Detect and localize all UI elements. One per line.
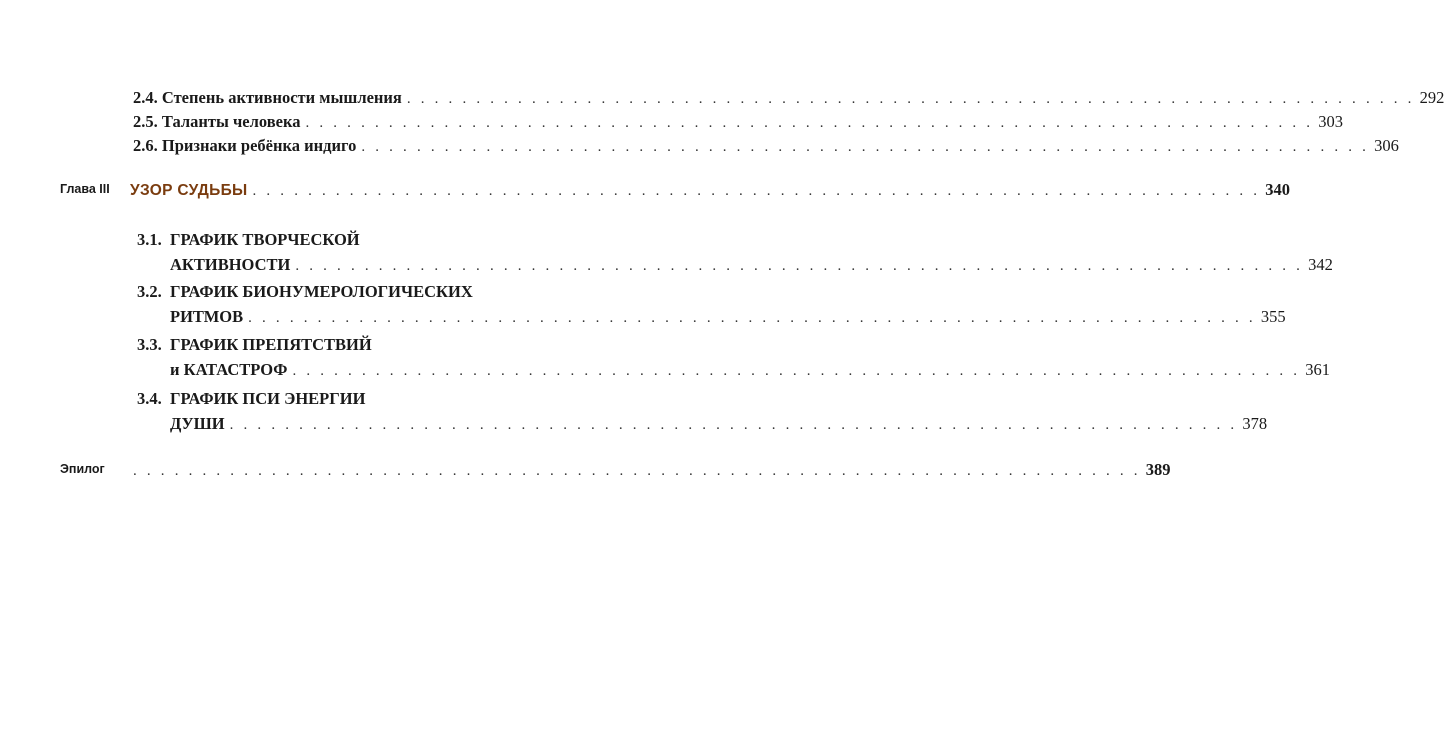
dot-leader: . . . . . . . . . . . . . . . . . . . . . . . . . . . . . . . . . . . . . . . . . . . . . . . . . . . . . . . . . . . . . . . . . . . . . . . . . [292,363,1301,379]
page-number: 340 [1265,180,1290,199]
toc-entry-3-2[interactable] [137,282,1286,328]
page-number: 355 [1260,307,1286,326]
dot-leader: . . . . . . . . . . . . . . . . . . . . . . . . . . . . . . . . . . . . . . . . . . . . . . . . . . . . . . . . . . . . . . . . . . . . . . . . . [361,139,1370,155]
entry-first-line [137,230,491,250]
dot-leader: . . . . . . . . . . . . . . . . . . . . . . . . . . . . . . . . . . . . . . . . . . . . . . . . . . . . . . . . . . . . . . . . . . . . . . . . . [133,463,1141,479]
page-number: 389 [1145,460,1171,479]
entry-second-line [137,414,1268,435]
entry-first-line [137,389,491,409]
page-number: 378 [1242,414,1268,433]
entry-number: 3.2. [137,282,162,301]
entry-second-line [137,255,1333,276]
entry-second-line [137,360,1330,381]
entry-first-line [137,335,491,355]
dot-leader: . . . . . . . . . . . . . . . . . . . . . . . . . . . . . . . . . . . . . . . . . . . . . . . . . . . . . . . . . . . . . . . . . . . . . . . . . [252,183,1261,199]
dot-leader: . . . . . . . . . . . . . . . . . . . . . . . . . . . . . . . . . . . . . . . . . . . . . . . . . . . . . . . . . . . . . . . . . . . . . . . . . [229,417,1238,433]
entry-first-line [137,282,491,302]
entry-title: ГРАФИК БИОНУМЕРОЛОГИЧЕСКИХ [170,282,473,301]
entry-title: ГРАФИК ПРЕПЯТСТВИЙ [170,335,372,354]
entry-title: ГРАФИК ПСИ ЭНЕРГИИ [170,389,366,408]
chapter-title: УЗОР СУДЬБЫ [130,182,248,199]
entry-number: 3.4. [137,389,162,408]
toc-entry-2-6[interactable] [133,136,1399,157]
dot-leader: . . . . . . . . . . . . . . . . . . . . . . . . . . . . . . . . . . . . . . . . . . . . . . . . . . . . . . . . . . . . . . . . . . . . . . . . . [406,91,1415,107]
epilog-label: Эпилог [60,462,105,476]
toc-epilog[interactable] [133,460,1171,481]
toc-chapter-3[interactable] [130,180,1290,201]
entry-title-cont: РИТМОВ [170,307,244,326]
entry-number: 3.1. [137,230,162,249]
entry-number: 3.3. [137,335,162,354]
dot-leader: . . . . . . . . . . . . . . . . . . . . . . . . . . . . . . . . . . . . . . . . . . . . . . . . . . . . . . . . . . . . . . . . . . . . . . . . . [305,115,1314,131]
page-number: 361 [1305,360,1330,379]
toc-entry-2-5[interactable] [133,112,1343,133]
page-number: 292 [1419,88,1444,107]
dot-leader: . . . . . . . . . . . . . . . . . . . . . . . . . . . . . . . . . . . . . . . . . . . . . . . . . . . . . . . . . . . . . . . . . . . . . . . . . [295,258,1304,274]
entry-second-line [137,307,1286,328]
entry-title-cont: ДУШИ [170,414,225,433]
toc-entry-2-4[interactable] [133,88,1444,109]
chapter-label: Глава III [60,182,110,196]
entry-title: 2.6. Признаки ребёнка индиго [133,136,357,155]
page-number: 303 [1318,112,1343,131]
entry-title-cont: и КАТАСТРОФ [170,360,288,379]
entry-title: 2.4. Степень активности мышления [133,88,402,107]
page-number: 342 [1308,255,1333,274]
page-number: 306 [1374,136,1399,155]
toc-entry-3-1[interactable] [137,230,1333,276]
toc-entry-3-4[interactable] [137,389,1268,435]
entry-title: ГРАФИК ТВОРЧЕСКОЙ [170,230,360,249]
dot-leader: . . . . . . . . . . . . . . . . . . . . . . . . . . . . . . . . . . . . . . . . . . . . . . . . . . . . . . . . . . . . . . . . . . . . . . . . . [248,310,1256,326]
entry-title: 2.5. Таланты человека [133,112,301,131]
entry-title-cont: АКТИВНОСТИ [170,255,291,274]
toc-entry-3-3[interactable] [137,335,1330,381]
